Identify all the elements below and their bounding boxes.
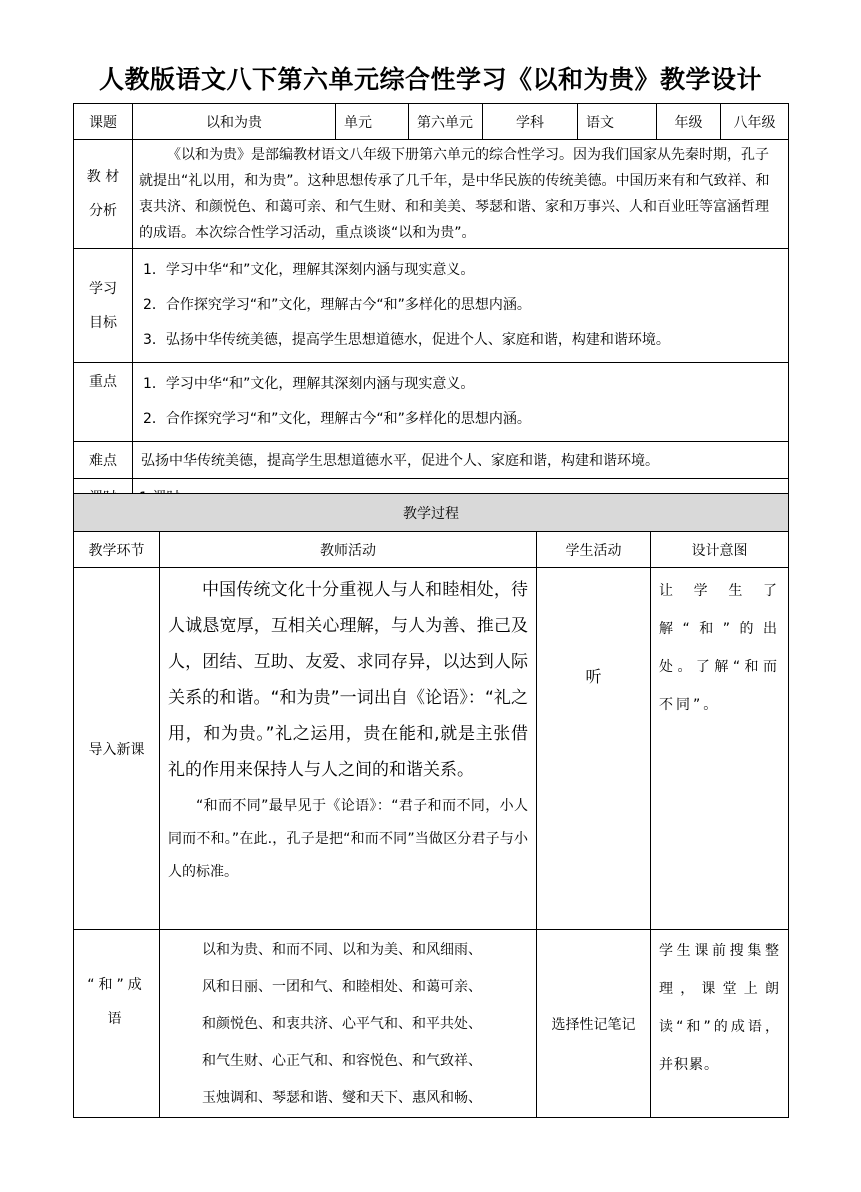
teaching-process-table xyxy=(73,493,789,1118)
info-row xyxy=(74,104,789,140)
topic-label: 课题 xyxy=(74,104,133,140)
analysis-label-line1: 教 材 xyxy=(86,169,120,185)
process-row-intro xyxy=(74,568,789,930)
goal-item: 1．学习中华“和”文化，理解其深刻内涵与现实意义。 xyxy=(143,262,475,278)
focus-row xyxy=(74,363,789,442)
unit-label: 单元 xyxy=(336,104,409,140)
idiom-line: 风和日丽、一团和气、和睦相处、和蔼可亲、 xyxy=(202,979,482,995)
difficulty-text: 弘扬中华传统美德，提高学生思想道德水平，促进个人、家庭和谐，构建和谐环境。 xyxy=(133,442,789,479)
teacher-activity-cell xyxy=(160,930,537,1118)
process-header: 教学过程 xyxy=(74,494,789,532)
stage-cell: 导入新课 xyxy=(74,568,160,930)
column-header: 教学环节 xyxy=(74,532,160,568)
goals-label-line2: 目标 xyxy=(89,314,117,331)
focus-item: 1．学习中华“和”文化，理解其深刻内涵与现实意义。 xyxy=(143,376,475,392)
process-columns-row xyxy=(74,532,789,568)
unit-value: 第六单元 xyxy=(409,104,483,140)
teacher-activity-cell xyxy=(160,568,537,930)
process-header-row xyxy=(74,494,789,532)
grade-value: 八年级 xyxy=(721,104,789,140)
goals-label xyxy=(74,249,133,363)
focus-label: 重点 xyxy=(74,363,133,442)
idiom-line: 和气生财、心正气和、和容悦色、和气致祥、 xyxy=(202,1053,482,1069)
student-activity-cell: 选择性记笔记 xyxy=(537,930,651,1118)
column-header: 学生活动 xyxy=(537,532,651,568)
analysis-row xyxy=(74,140,789,249)
focus-list xyxy=(133,363,789,442)
design-intent-cell: 让学生了解“和”的出处。了解“和而不同”。 xyxy=(651,568,789,930)
subject-label: 学科 xyxy=(483,104,578,140)
teacher-paragraph-text: 中国传统文化十分重视人与人和睦相处，待人诚恳宽厚，互相关心理解，与人为善、推己及人，团结、互助、友爱、求同存异，以达到人际关系的和谐。“和为贵”一词出自《论语》：“礼之用，和为贵。”礼之运用，贵在能和,就是主张借礼的作用来保持人与人之间的和谐关系。 xyxy=(168,580,528,780)
analysis-text: 《以和为贵》是部编教材语文八年级下册第六单元的综合性学习。因为我们国家从先秦时期，孔子就提出“礼以用，和为贵”。这种思想传承了几千年，是中华民族的传统美德。中国历来有和气致祥、和衷共济、和颜悦色、和蔼可亲、和气生财、和和美美、琴瑟和谐、家和万事兴、人和百业旺等富涵哲理的成语。本次综合性学习活动，重点谈谈“以和为贵”。 xyxy=(133,140,789,249)
process-row-idioms xyxy=(74,930,789,1118)
goals-row xyxy=(74,249,789,363)
analysis-label-line2: 分析 xyxy=(89,203,117,219)
goals-list xyxy=(133,249,789,363)
subject-value: 语文 xyxy=(578,104,657,140)
idiom-line: 玉烛调和、琴瑟和谐、燮和天下、惠风和畅、 xyxy=(202,1090,482,1106)
grade-label: 年级 xyxy=(657,104,721,140)
idiom-line: 和颜悦色、和衷共济、心平气和、和平共处、 xyxy=(202,1016,482,1032)
difficulty-row xyxy=(74,442,789,479)
stage-cell: “和”成语 xyxy=(74,930,160,1118)
column-header: 教师活动 xyxy=(160,532,537,568)
teacher-paragraph xyxy=(160,570,536,790)
goal-item: 2．合作探究学习“和”文化，理解古今“和”多样化的思想内涵。 xyxy=(143,297,531,313)
column-header: 设计意图 xyxy=(651,532,789,568)
difficulty-label: 难点 xyxy=(74,442,133,479)
teacher-paragraph-2: “和而不同”最早见于《论语》：“君子和而不同，小人同而不和。”在此.，孔子是把“和而不同”当做区分君子与小人的标准。 xyxy=(168,798,528,880)
analysis-label xyxy=(74,140,133,249)
goal-item: 3．弘扬中华传统美德，提高学生思想道德水，促进个人、家庭和谐，构建和谐环境。 xyxy=(143,332,670,348)
topic-value: 以和为贵 xyxy=(133,104,336,140)
goals-label-line1: 学习 xyxy=(89,280,117,297)
focus-item: 2．合作探究学习“和”文化，理解古今“和”多样化的思想内涵。 xyxy=(143,411,531,427)
student-activity-cell: 听 xyxy=(537,568,651,930)
design-intent-cell: 学生课前搜集整理，课堂上朗读“和”的成语，并积累。 xyxy=(651,930,789,1118)
lesson-info-table xyxy=(73,103,789,516)
document-title: 人教版语文八下第六单元综合性学习《以和为贵》教学设计 xyxy=(98,65,762,94)
idiom-line: 以和为贵、和而不同、以和为美、和风细雨、 xyxy=(202,942,482,958)
